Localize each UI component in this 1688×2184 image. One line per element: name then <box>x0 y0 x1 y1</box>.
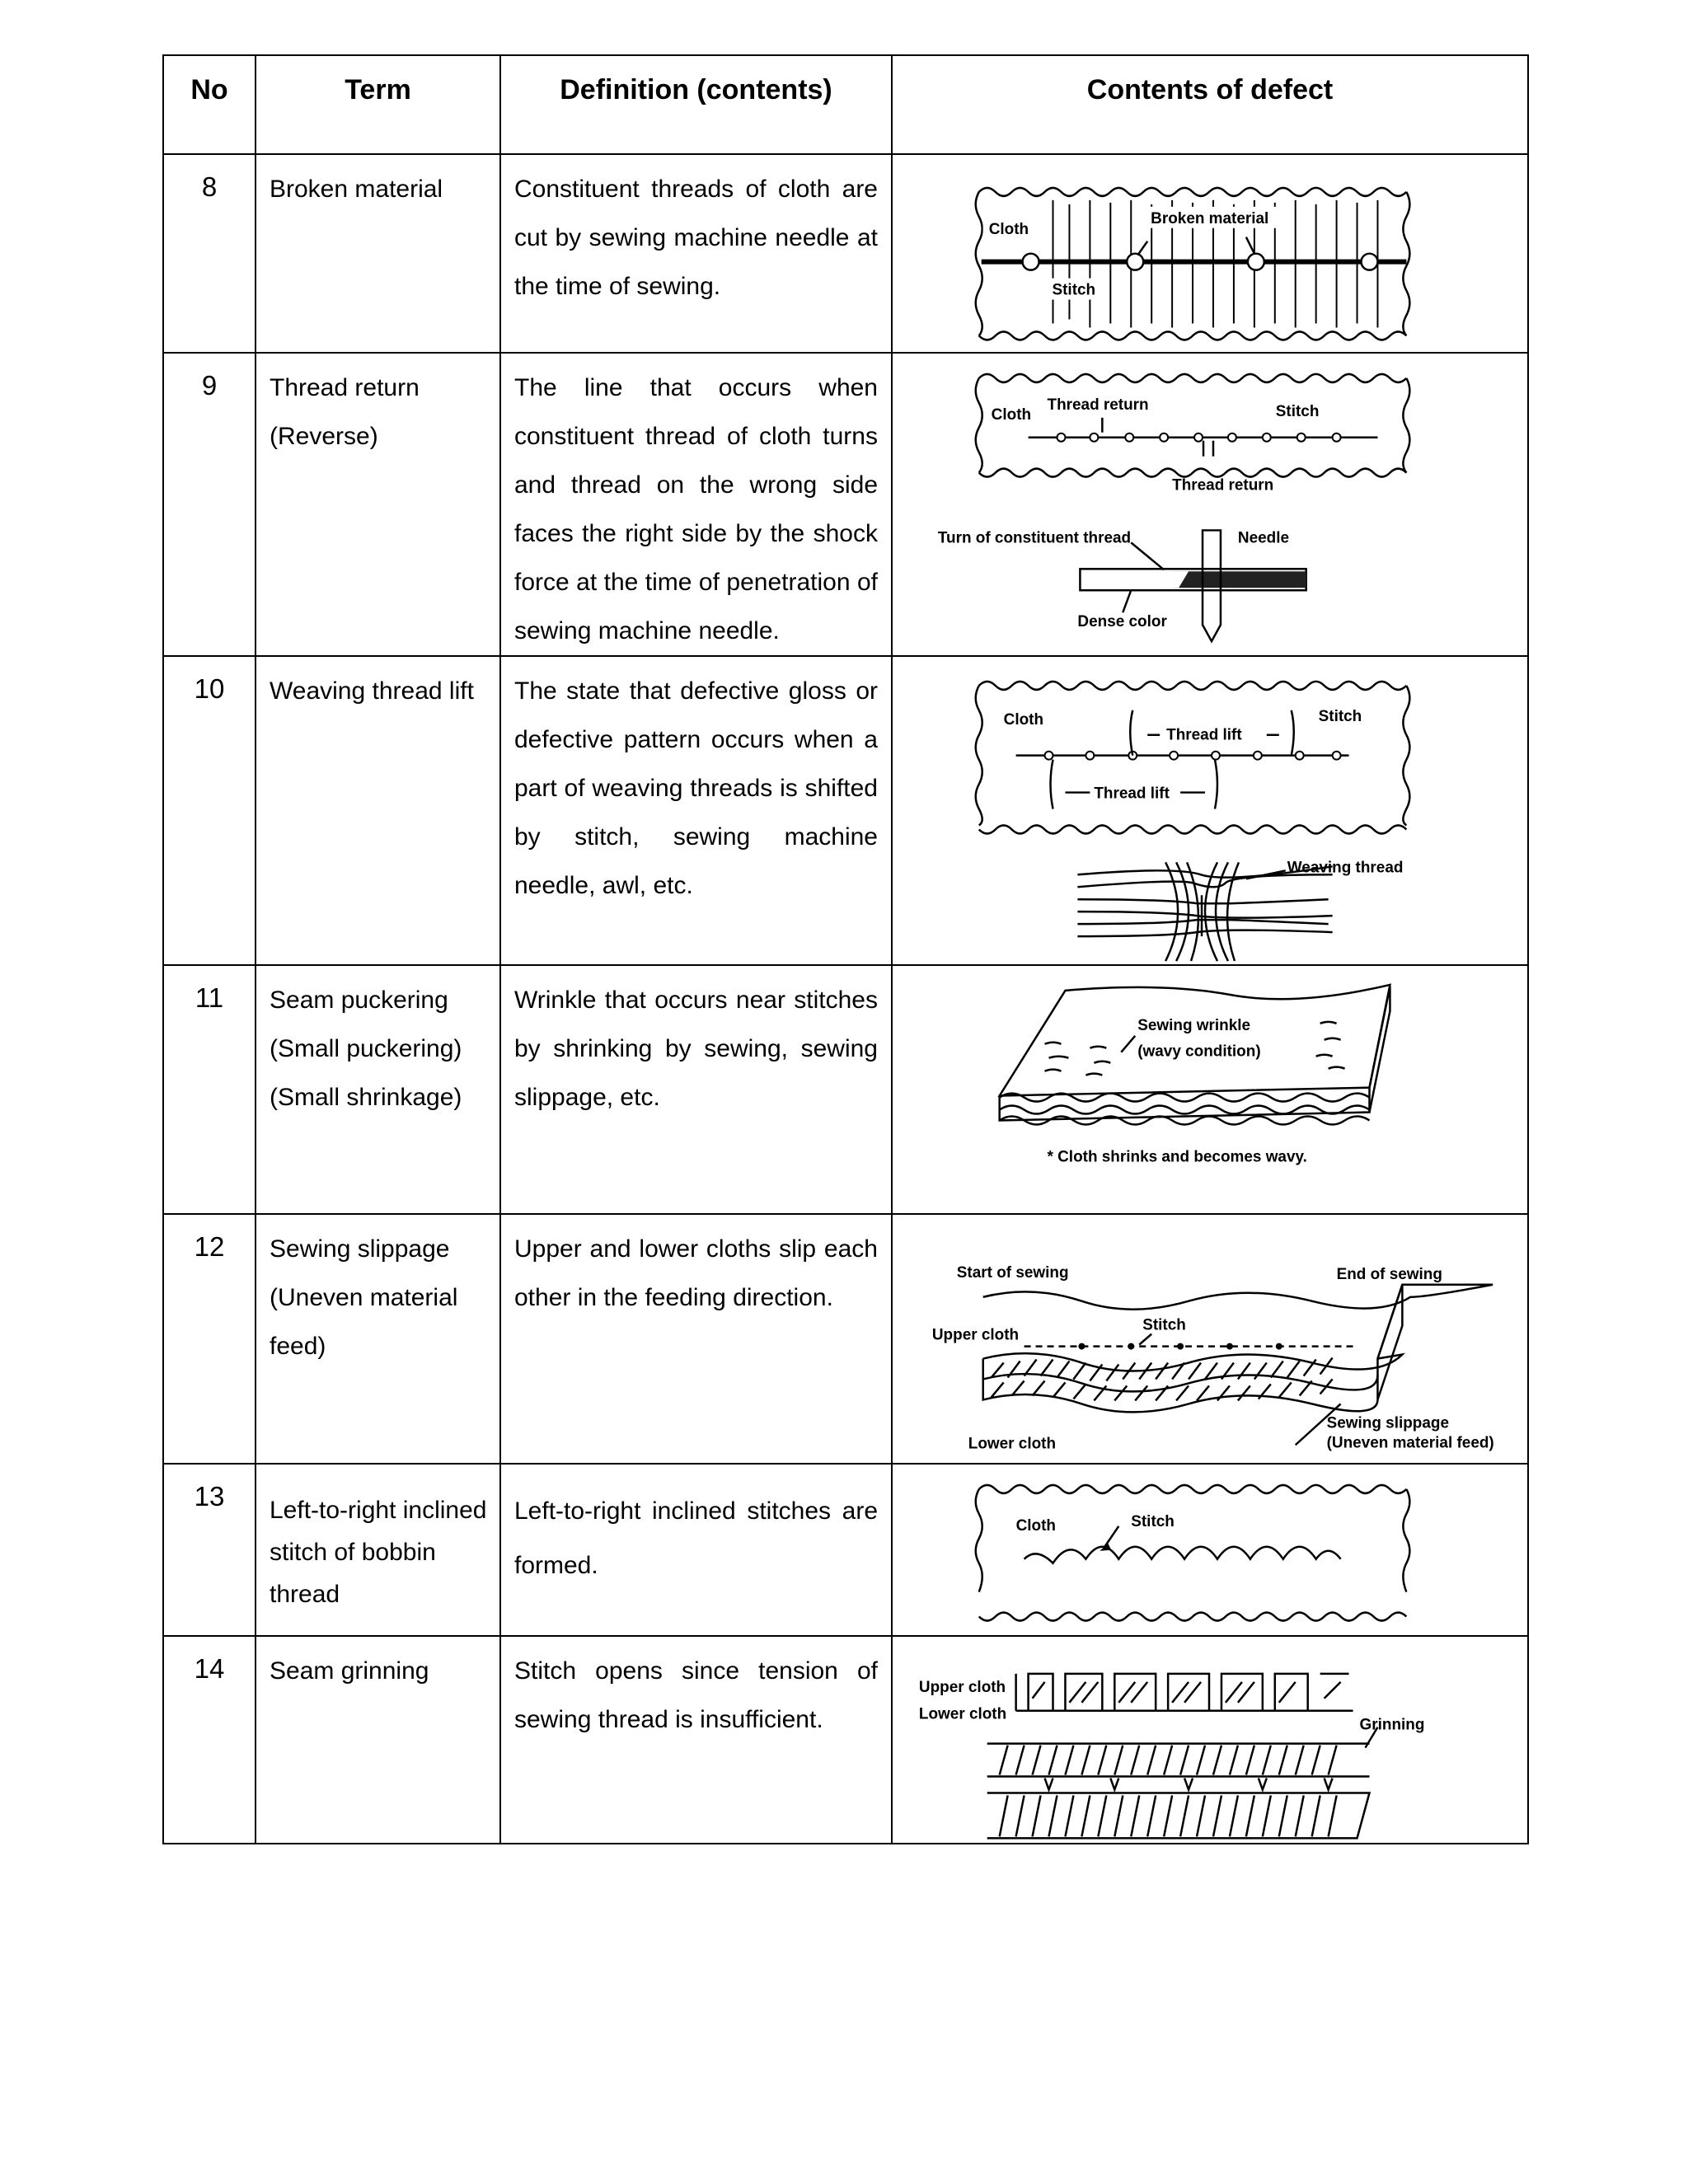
row-term: Seam puckering (Small puckering) (Small shrinkage) <box>256 965 500 1213</box>
label-lower-cloth: Lower cloth <box>968 1434 1057 1452</box>
table-row <box>163 656 1528 965</box>
row-term: Thread return (Reverse) <box>256 353 500 656</box>
figure-seam-grinning <box>892 1636 1528 1843</box>
seam-grinning-figure <box>893 1637 1527 1842</box>
row-definition: The state that defective gloss or defective pattern occurs when a part of weaving threads is shifted by stitch, sewing machine needle, awl, etc. <box>500 656 892 965</box>
defects-table <box>162 54 1529 1844</box>
row-term: Broken material <box>256 154 500 353</box>
label-sewing-wrinkle: Sewing wrinkle <box>1137 1017 1251 1035</box>
figure-inclined-stitch <box>892 1464 1528 1636</box>
seam-puckering-figure <box>893 966 1527 1212</box>
header-definition: Definition (contents) <box>500 55 892 154</box>
label-start-of-sewing: Start of sewing <box>956 1263 1069 1282</box>
table-row <box>163 1464 1528 1636</box>
label-lower-cloth: Lower cloth <box>918 1706 1007 1724</box>
label-thread-lift-bottom: Thread lift <box>1094 785 1170 803</box>
header-no: No <box>163 55 256 154</box>
label-cloth: Cloth <box>1003 711 1044 729</box>
label-thread-return-top: Thread return <box>1047 396 1149 415</box>
label-end-of-sewing: End of sewing <box>1336 1265 1442 1283</box>
label-cloth: Cloth <box>988 220 1029 238</box>
label-broken-material: Broken material <box>1151 209 1269 227</box>
label-wavy-condition: (wavy condition) <box>1137 1043 1261 1062</box>
row-definition: Left-to-right inclined stitches are formed. <box>500 1464 892 1636</box>
row-no: 10 <box>163 656 256 965</box>
label-cloth: Cloth <box>1015 1516 1057 1535</box>
figure-sewing-slippage <box>892 1214 1528 1464</box>
figure-broken-material <box>892 154 1528 353</box>
row-term: Seam grinning <box>256 1636 500 1843</box>
row-definition: The line that occurs when constituent thread of cloth turns and thread on the wrong side faces the right side by the shock force at the time of penetration of sewing machine needle. <box>500 353 892 656</box>
broken-material-figure <box>893 155 1527 352</box>
figure-thread-return <box>892 353 1528 656</box>
label-cloth-shrinks: * Cloth shrinks and becomes wavy. <box>1047 1148 1307 1166</box>
header-row <box>163 55 1528 154</box>
row-no: 11 <box>163 965 256 1213</box>
table-row <box>163 353 1528 656</box>
label-upper-cloth: Upper cloth <box>918 1679 1006 1697</box>
label-stitch: Stitch <box>1275 403 1320 421</box>
inclined-stitch-figure <box>893 1465 1527 1635</box>
table-row <box>163 154 1528 353</box>
header-term: Term <box>256 55 500 154</box>
row-no: 8 <box>163 154 256 353</box>
table-row <box>163 965 1528 1213</box>
figure-seam-puckering <box>892 965 1528 1213</box>
row-no: 13 <box>163 1464 256 1636</box>
label-stitch: Stitch <box>1318 708 1362 726</box>
label-weaving-thread: Weaving thread <box>1287 859 1404 877</box>
label-sewing-slippage: Sewing slippage <box>1326 1413 1450 1432</box>
thread-return-figure <box>893 354 1527 648</box>
label-stitch: Stitch <box>1052 281 1096 299</box>
label-cloth: Cloth <box>991 406 1032 424</box>
label-upper-cloth: Upper cloth <box>931 1326 1020 1344</box>
row-term: Sewing slippage (Uneven material feed) <box>256 1214 500 1464</box>
row-definition: Upper and lower cloths slip each other in the feeding direction. <box>500 1214 892 1464</box>
row-no: 14 <box>163 1636 256 1843</box>
sewing-slippage-figure <box>893 1215 1527 1463</box>
figure-weaving-thread-lift <box>892 656 1528 965</box>
row-no: 9 <box>163 353 256 656</box>
table-row <box>163 1214 1528 1464</box>
label-dense-color: Dense color <box>1077 613 1167 631</box>
table-row <box>163 1636 1528 1843</box>
row-definition: Constituent threads of cloth are cut by sewing machine needle at the time of sewing. <box>500 154 892 353</box>
label-stitch: Stitch <box>1131 1512 1175 1530</box>
label-uneven-material-feed: (Uneven material feed) <box>1326 1433 1494 1451</box>
row-no: 12 <box>163 1214 256 1464</box>
row-term: Weaving thread lift <box>256 656 500 965</box>
label-turn-of-constituent-thread: Turn of constituent thread <box>937 529 1132 547</box>
row-definition: Stitch opens since tension of sewing thread is insufficient. <box>500 1636 892 1843</box>
label-stitch: Stitch <box>1142 1316 1186 1334</box>
header-contents-of-defect: Contents of defect <box>892 55 1528 154</box>
weaving-thread-lift-figure <box>893 657 1527 964</box>
label-grinning: Grinning <box>1359 1716 1425 1734</box>
label-thread-return-bottom: Thread return <box>1172 476 1274 494</box>
row-term: Left-to-right inclined stitch of bobbin thread <box>256 1464 500 1636</box>
label-thread-lift-top: Thread lift <box>1166 727 1242 745</box>
row-definition: Wrinkle that occurs near stitches by shrinking by sewing, sewing slippage, etc. <box>500 965 892 1213</box>
label-needle: Needle <box>1237 529 1290 547</box>
